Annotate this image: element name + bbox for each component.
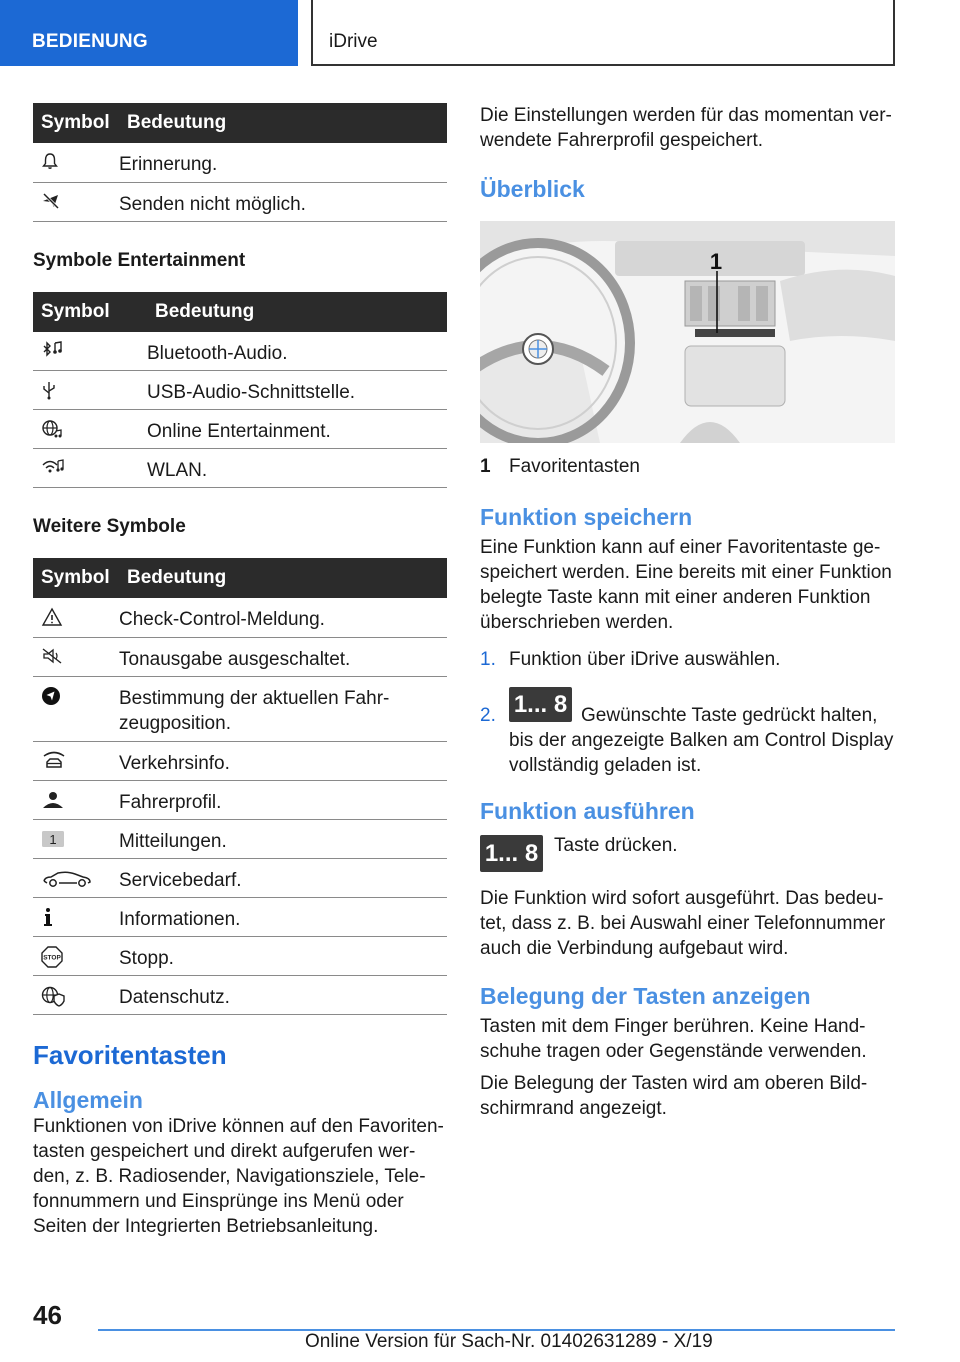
symbol-table-other [33, 558, 447, 1015]
text-line: Die Belegung der Tasten wird am oberen Bild- [480, 1073, 868, 1094]
save-paragraph [480, 535, 894, 635]
text-line: Eine Funktion kann auf einer Favoritentaste ge- [480, 537, 881, 558]
col-header-symbol: Symbol [33, 292, 147, 332]
intro-paragraph [480, 103, 894, 153]
table-row [33, 936, 447, 975]
section-tab[interactable]: BEDIENUNG [0, 0, 298, 66]
step-text: bis der angezeigte Balken am Control Display [509, 730, 894, 751]
row-text: Stopp. [119, 936, 447, 975]
cockpit-illustration [480, 221, 895, 443]
legend-number: 1 [480, 456, 491, 477]
row-text: Datenschutz. [119, 975, 447, 1014]
warning-icon [41, 607, 63, 627]
favorite-key-icon: 1... 8 [480, 835, 543, 872]
row-text: Verkehrsinfo. [119, 741, 447, 780]
step-2 [480, 687, 894, 775]
row-text: Check-Control-Meldung. [119, 598, 447, 637]
row-text-line: Bestimmung der aktuellen Fahr- [119, 687, 390, 709]
driver-profile-icon [41, 790, 65, 810]
figure-callout: 1 [709, 249, 723, 274]
text-line: fonnummern und Einsprünge ins Menü oder [33, 1190, 404, 1212]
chapter-title: iDrive [311, 0, 895, 66]
step-text: vollständig geladen ist. [509, 755, 702, 776]
overview-heading: Überblick [480, 176, 585, 202]
execute-key-row [480, 835, 894, 875]
row-text-line: zeugposition. [119, 712, 231, 734]
step-number: 1. [480, 649, 496, 670]
wlan-audio-icon [41, 458, 65, 476]
text-line: überschrieben werden. [480, 612, 674, 633]
bluetooth-audio-icon [41, 341, 63, 359]
favorites-title: Favoritentasten [33, 1039, 227, 1070]
row-text: Tonausgabe ausgeschaltet. [119, 637, 447, 676]
table-row [33, 143, 447, 182]
car-service-icon [41, 868, 93, 888]
row-text: Servicebedarf. [119, 858, 447, 897]
message-icon [41, 829, 65, 849]
cockpit-figure [480, 221, 895, 443]
right-column [480, 103, 894, 1121]
step-1 [480, 649, 894, 674]
table-row [33, 897, 447, 936]
footer-online-version: Online Version für Sach-Nr. 01402631289 - X/19 [305, 1331, 713, 1352]
table-row [33, 741, 447, 780]
table-row [33, 410, 447, 449]
table-row [33, 780, 447, 819]
row-text: USB-Audio-Schnittstelle. [147, 371, 447, 410]
text-line: schirmrand angezeigt. [480, 1098, 667, 1119]
table-row [33, 819, 447, 858]
table-row [33, 449, 447, 488]
traffic-info-icon [41, 751, 67, 771]
info-icon [41, 907, 55, 927]
other-symbols-heading: Weitere Symbole [33, 516, 186, 537]
col-header-symbol: Symbol [33, 558, 119, 598]
bell-icon [41, 152, 59, 170]
col-header-meaning: Bedeutung [119, 558, 447, 598]
execute-paragraph [480, 886, 894, 961]
step-text: Gewünschte Taste gedrückt halten, [581, 705, 878, 726]
save-heading: Funktion speichern [480, 504, 693, 530]
table-row [33, 975, 447, 1014]
general-paragraph [33, 1114, 447, 1239]
col-header-meaning: Bedeutung [119, 103, 447, 143]
step-number: 2. [480, 705, 496, 726]
stop-label: STOP [43, 954, 61, 961]
row-text: WLAN. [147, 449, 447, 488]
text-line: den, z. B. Radiosender, Navigationsziele, Tele- [33, 1165, 426, 1187]
page-number: 46 [33, 1300, 62, 1330]
row-text: Senden nicht möglich. [119, 182, 447, 221]
text-line: Seiten der Integrierten Betriebsanleitung. [33, 1215, 379, 1237]
entertainment-heading: Symbole Entertainment [33, 249, 246, 271]
execute-text: Taste drücken. [554, 835, 678, 856]
show-paragraph-1 [480, 1014, 894, 1064]
position-icon [41, 686, 61, 706]
text-line: Funktionen von iDrive können auf den Favoriten- [33, 1115, 444, 1137]
row-text: Online Entertainment. [147, 410, 447, 449]
figure-legend [480, 456, 894, 482]
show-assignment-heading: Belegung der Tasten anzeigen [480, 983, 811, 1009]
legend-text: Favoritentasten [509, 456, 640, 477]
step-text: Funktion über iDrive auswählen. [509, 649, 781, 670]
symbol-table-messages [33, 103, 447, 222]
table-row [33, 598, 447, 637]
message-badge: 1 [49, 831, 57, 847]
row-text: Fahrerprofil. [119, 780, 447, 819]
row-text: Informationen. [119, 897, 447, 936]
table-row [33, 676, 447, 741]
table-row [33, 182, 447, 221]
speaker-muted-icon [41, 647, 63, 665]
left-column [33, 103, 447, 1239]
row-text [119, 676, 447, 741]
col-header-meaning: Bedeutung [147, 292, 447, 332]
table-row [33, 858, 447, 897]
text-line: auch die Verbindung aufgebaut wird. [480, 938, 789, 959]
symbol-table-entertainment [33, 292, 447, 489]
text-line: belegte Taste kann mit einer anderen Funktion [480, 587, 871, 608]
text-line: speichert werden. Eine bereits mit einer Funktion [480, 562, 892, 583]
text-line: schuhe tragen oder Gegenstände verwenden. [480, 1041, 867, 1062]
table-row [33, 332, 447, 371]
row-text: Mitteilungen. [119, 819, 447, 858]
row-text: Bluetooth-Audio. [147, 332, 447, 371]
text-line: Tasten mit dem Finger berühren. Keine Hand- [480, 1016, 866, 1037]
favorite-key-icon: 1... 8 [509, 687, 572, 722]
online-entertainment-icon [41, 419, 63, 439]
text-line: tet, dass z. B. bei Auswahl einer Telefonnummer [480, 913, 886, 934]
text-line: wendete Fahrerprofil gespeichert. [480, 130, 764, 151]
page-header [0, 0, 960, 66]
text-line: Die Einstellungen werden für das momentan ver- [480, 105, 892, 126]
send-crossed-icon [41, 192, 61, 210]
row-text: Erinnerung. [119, 143, 447, 182]
execute-heading: Funktion ausführen [480, 798, 695, 824]
usb-icon [41, 380, 57, 400]
stop-icon [41, 946, 63, 968]
col-header-symbol: Symbol [33, 103, 119, 143]
show-paragraph-2 [480, 1071, 894, 1121]
general-heading: Allgemein [33, 1086, 143, 1113]
text-line: tasten gespeichert und direkt aufgerufen wer- [33, 1140, 416, 1162]
table-row [33, 371, 447, 410]
privacy-icon [41, 985, 67, 1007]
text-line: Die Funktion wird sofort ausgeführt. Das bedeu- [480, 888, 884, 909]
table-row [33, 637, 447, 676]
